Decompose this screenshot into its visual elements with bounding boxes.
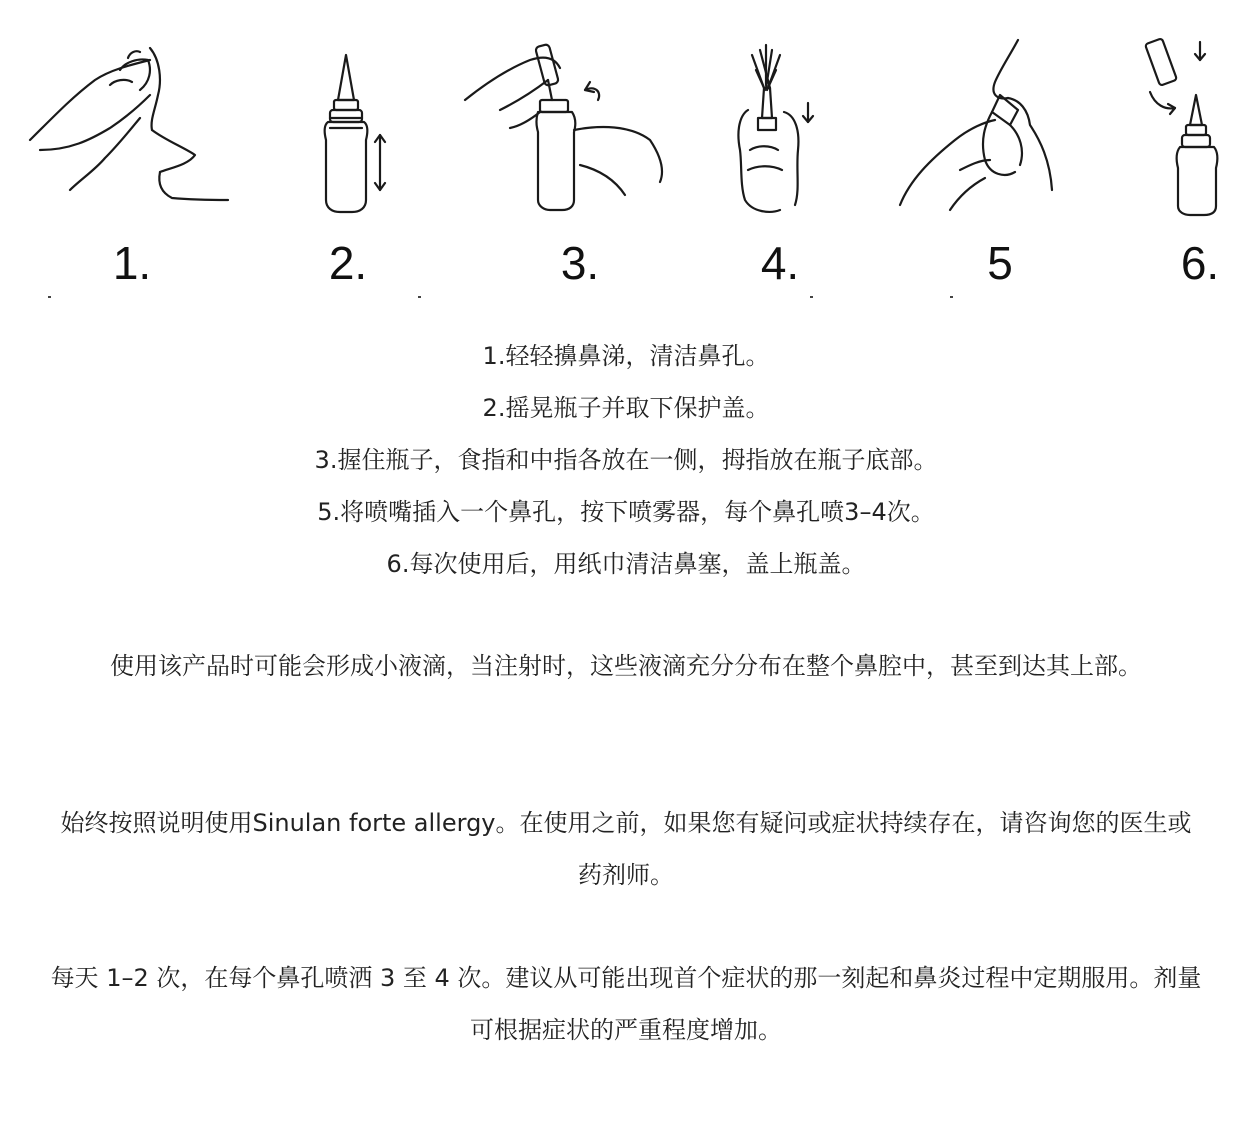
divider-tick [950,296,953,298]
step-text-6: 6.每次使用后，用纸巾清洁鼻塞，盖上瓶盖。 [386,550,866,578]
instructions-paragraph: 始终按照说明使用Sinulan forte allergy。在使用之前，如果您有疑问或症状持续存在，请咨询您的医生或药剂师。 [60,809,1192,889]
step-text-1: 1.轻轻擤鼻涕，清洁鼻孔。 [482,342,770,370]
divider-tick [418,296,421,298]
step-number-3: 3. [560,237,600,289]
divider-tick [48,296,51,298]
remove-cap-icon [465,44,662,210]
step-number-2: 2. [328,237,368,289]
divider-tick [810,296,813,298]
step-text-2: 2.摇晃瓶子并取下保护盖。 [482,394,770,422]
step-text-5: 5.将喷嘴插入一个鼻孔，按下喷雾器，每个鼻孔喷3–4次。 [317,498,935,526]
step-text-3: 3.握住瓶子，食指和中指各放在一侧，拇指放在瓶子底部。 [314,446,938,474]
usage-illustrations [0,0,1252,300]
steps-list [0,330,1252,590]
shake-bottle-icon [325,55,385,212]
hold-bottle-icon [738,45,813,212]
insert-nozzle-icon [900,40,1052,210]
droplets-paragraph: 使用该产品时可能会形成小液滴，当注射时，这些液滴充分分布在整个鼻腔中，甚至到达其上部。 [110,652,1142,680]
step-number-1: 1. [112,237,152,289]
dosage-paragraph: 每天 1–2 次，在每个鼻孔喷洒 3 至 4 次。建议从可能出现首个症状的那一刻起和鼻炎过程中定期服用。剂量可根据症状的严重程度增加。 [50,964,1202,1044]
step-number-6: 6. [1180,237,1220,289]
replace-cap-icon [1145,38,1217,215]
blow-nose-icon [30,48,228,200]
step-number-4: 4. [760,237,800,289]
step-number-5: 5 [987,237,1013,289]
